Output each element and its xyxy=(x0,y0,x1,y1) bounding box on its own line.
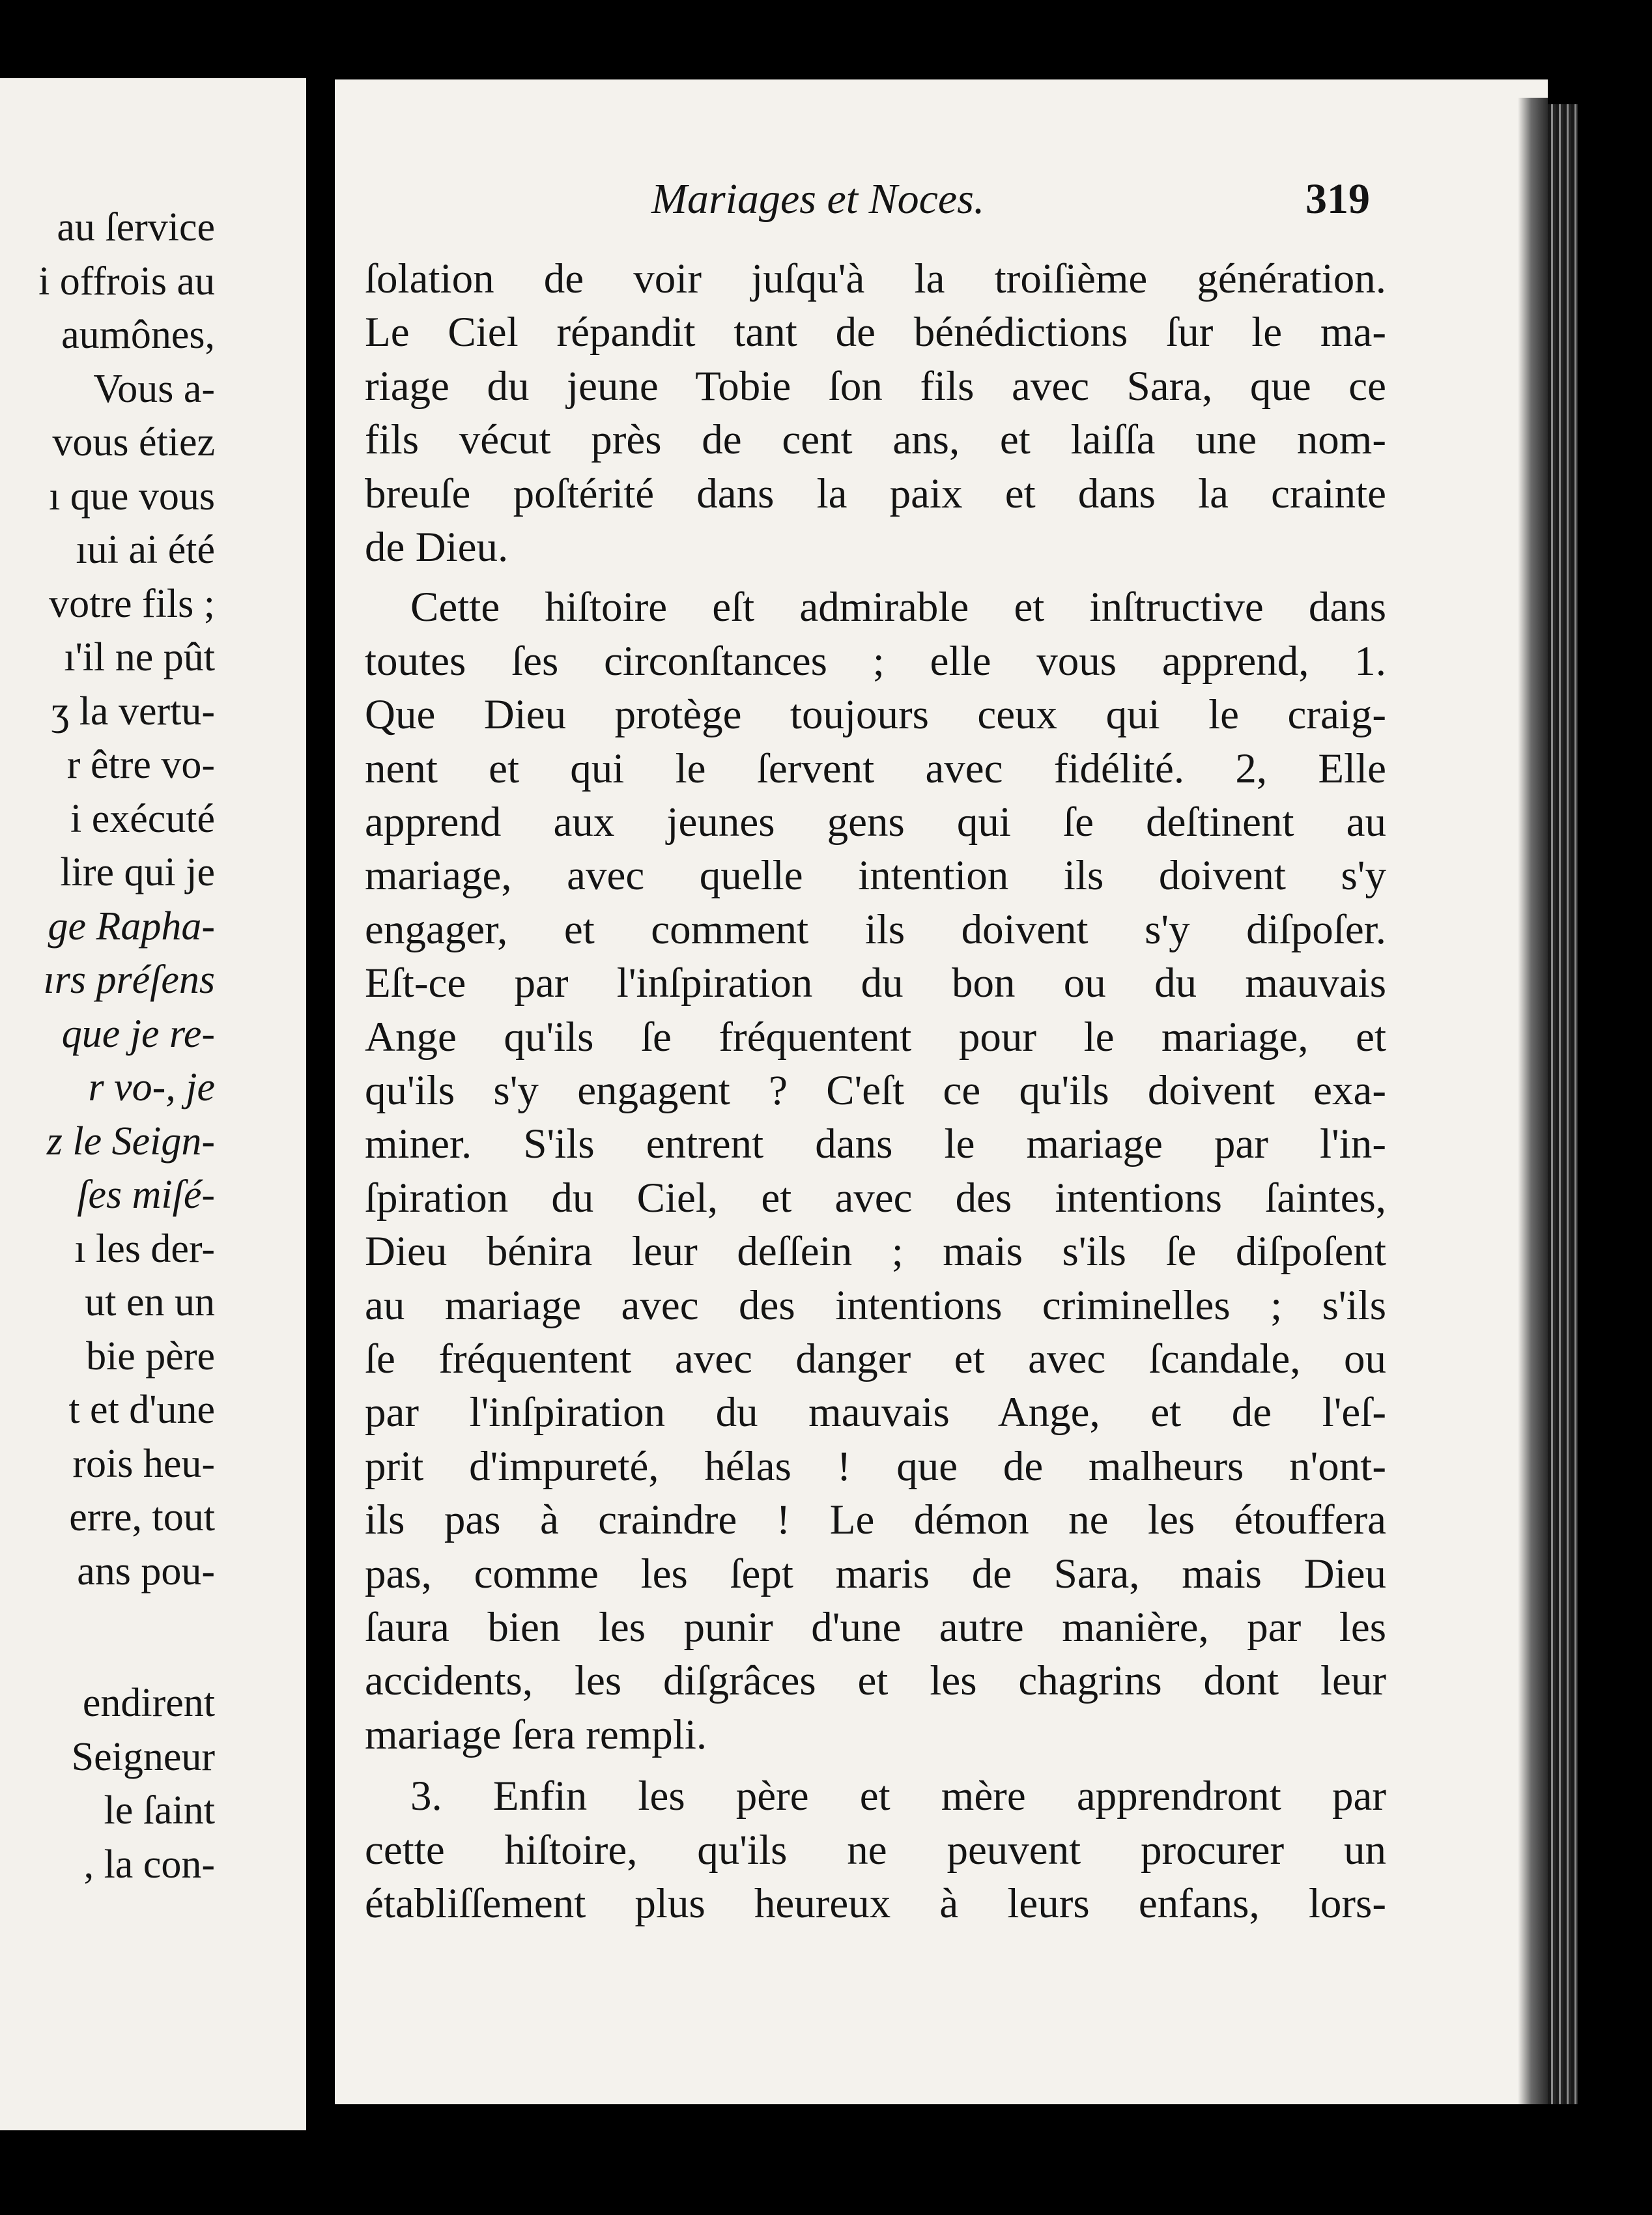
body-text-line: de Dieu. xyxy=(365,524,509,571)
left-page-line: endirent xyxy=(82,1681,215,1725)
left-page-line: r être vo- xyxy=(66,743,215,787)
body-text-line: Eſt-ce par l'inſpiration du bon ou du mauvais xyxy=(365,962,1386,1007)
body-text-line: engager, et comment ils doivent s'y diſpoſer. xyxy=(365,908,1386,953)
body-text-line: Dieu bénira leur deſſein ; mais s'ils ſe diſpoſent xyxy=(365,1231,1386,1276)
left-page-line: ans pou- xyxy=(77,1549,215,1593)
left-page-line: ʒ la vertu- xyxy=(51,689,215,734)
left-page xyxy=(0,78,306,2130)
body-text-line: apprend aux jeunes gens qui ſe deſtinent au xyxy=(365,801,1386,846)
left-page-line: ı les der- xyxy=(74,1226,215,1271)
body-text-line: accidents, les diſgrâces et les chagrins dont leur xyxy=(365,1660,1386,1705)
left-page-line: , la con- xyxy=(83,1842,215,1887)
left-page-line: i exécuté xyxy=(70,796,215,841)
left-page-line: rois heu- xyxy=(72,1441,215,1486)
body-text-line: nent et qui le ſervent avec fidélité. 2, Elle xyxy=(365,747,1386,792)
left-page-line: ıui ai été xyxy=(76,528,215,572)
page-number: 319 xyxy=(1305,175,1370,223)
left-page-line: ge Rapha- xyxy=(48,904,215,949)
body-text-line: prit d'impureté, hélas ! que de malheurs n'ont- xyxy=(365,1445,1386,1490)
left-page-line: i offrois au xyxy=(38,259,215,304)
left-page-line: ut en un xyxy=(85,1280,215,1324)
left-page-line: Seigneur xyxy=(71,1734,215,1779)
body-text-line: ſpiration du Ciel, et avec des intentions ſaintes, xyxy=(365,1177,1386,1222)
book-gutter xyxy=(306,78,335,2130)
body-text-line: ils pas à craindre ! Le démon ne les étouffera xyxy=(365,1499,1386,1544)
page-edge-shadow xyxy=(1518,98,1548,2104)
body-text-line: ſe fréquentent avec danger et avec ſcandale, ou xyxy=(365,1338,1386,1382)
left-page-line: vous étiez xyxy=(52,420,215,464)
left-page-line: bie père xyxy=(86,1334,215,1379)
body-text-line: cette hiſtoire, qu'ils ne peuvent procurer un xyxy=(365,1829,1386,1874)
left-page-line: r vo-, je xyxy=(88,1065,215,1109)
body-text-line: ſaura bien les punir d'une autre manière, par les xyxy=(365,1607,1386,1651)
body-text-line: par l'inſpiration du mauvais Ange, et de l'eſ- xyxy=(365,1392,1386,1436)
left-page-line: ſes miſé- xyxy=(77,1173,215,1217)
body-text-line: 3. Enfin les père et mère apprendront par xyxy=(410,1775,1386,1820)
body-text-line: établiſſement plus heureux à leurs enfans, lors- xyxy=(365,1883,1386,1927)
body-text-line: fils vécut près de cent ans, et laiſſa une nom- xyxy=(365,419,1386,464)
body-text-line: breuſe poſtérité dans la paix et dans la crainte xyxy=(365,472,1386,517)
body-text-line: miner. S'ils entrent dans le mariage par l'in- xyxy=(365,1123,1386,1168)
left-page-line: Vous a- xyxy=(93,366,215,411)
left-page-line: ı que vous xyxy=(49,474,215,519)
body-text-line: Le Ciel répandit tant de bénédictions ſur le ma- xyxy=(365,311,1386,356)
body-text-line: toutes ſes circonſtances ; elle vous apprend, 1. xyxy=(365,640,1386,685)
body-text-line: qu'ils s'y engagent ? C'eſt ce qu'ils doivent exa- xyxy=(365,1070,1386,1114)
body-text-line: Que Dieu protège toujours ceux qui le craig- xyxy=(365,694,1386,739)
left-page-line: t et d'une xyxy=(68,1388,215,1432)
body-text-line: Ange qu'ils ſe fréquentent pour le mariage, et xyxy=(365,1016,1386,1061)
page-edges xyxy=(1548,104,1578,2104)
body-text-line: riage du jeune Tobie ſon fils avec Sara, que ce xyxy=(365,365,1386,410)
body-text-line: mariage ſera rempli. xyxy=(365,1711,707,1758)
body-text-line: pas, comme les ſept maris de Sara, mais Dieu xyxy=(365,1552,1386,1597)
left-page-line: z le Seign- xyxy=(46,1119,215,1164)
left-page-line: ı'il ne pût xyxy=(64,635,215,679)
body-text-line: au mariage avec des intentions criminelles ; s'ils xyxy=(365,1284,1386,1329)
left-page-line: erre, tout xyxy=(69,1495,215,1539)
left-page-line: le ſaint xyxy=(104,1788,215,1833)
left-page-line: ırs préſens xyxy=(43,958,215,1002)
body-text-line: Cette hiſtoire eſt admirable et inſtructive dans xyxy=(410,586,1386,631)
left-page-line: votre fils ; xyxy=(49,581,215,626)
left-page-line: aumônes, xyxy=(61,313,215,357)
body-text-line: ſolation de voir juſqu'à la troiſième génération. xyxy=(365,258,1386,302)
body-text-line: mariage, avec quelle intention ils doivent s'y xyxy=(365,855,1386,900)
left-page-line: au ſervice xyxy=(57,205,215,250)
running-header: Mariages et Noces. xyxy=(651,175,985,223)
left-page-line: que je re- xyxy=(61,1011,215,1056)
left-page-line: lire qui je xyxy=(60,850,215,894)
